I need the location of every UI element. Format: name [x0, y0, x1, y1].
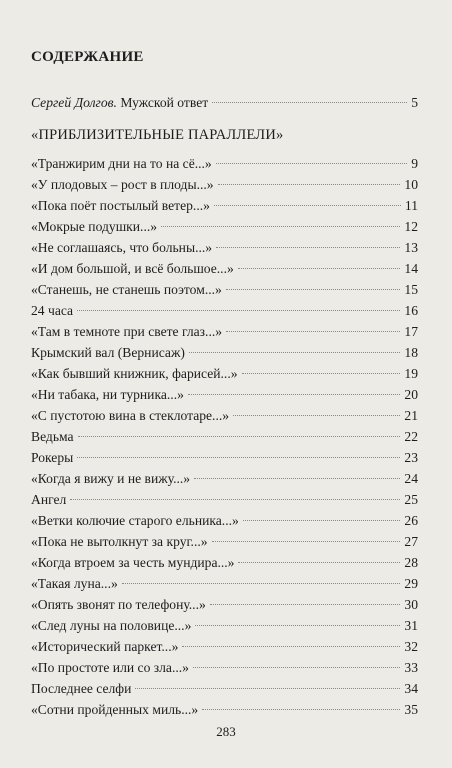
dot-leader: [243, 520, 401, 521]
toc-entry-title: «Когда я вижу и не вижу...»: [31, 471, 191, 486]
toc-entry-title: «Ни табака, ни турника...»: [31, 387, 184, 402]
toc-entry-title: Последнее селфи: [31, 681, 132, 696]
page-number: 283: [216, 724, 236, 739]
toc-entry-page: 19: [404, 366, 418, 381]
toc-entry-title: «Не соглашаясь, что больны...»: [31, 240, 213, 255]
dot-leader: [70, 499, 400, 500]
toc-entry-title: Рокеры: [31, 450, 74, 465]
toc-entry: [31, 363, 418, 384]
dot-leader: [188, 394, 401, 395]
toc-entry-title: «Ветки колючие старого ельника...»: [31, 513, 239, 528]
toc-entry-title: «Такая луна...»: [31, 576, 118, 591]
toc-entry: [31, 405, 418, 426]
toc-entry-title: «След луны на половице...»: [31, 618, 192, 633]
dot-leader: [202, 709, 400, 710]
toc-entry-title: «Сотни пройденных миль...»: [31, 702, 199, 717]
toc-entry: [31, 699, 418, 720]
toc-entry-page: 10: [404, 177, 418, 192]
toc-entry-page: 32: [404, 639, 418, 654]
toc-entry: [31, 510, 418, 531]
toc-entry-title: «И дом большой, и всё большое...»: [31, 261, 234, 276]
toc-entry-page: 14: [404, 261, 418, 276]
toc-entry-page: 18: [404, 345, 418, 360]
toc-entry-title: «Там в темноте при свете глаз...»: [31, 324, 223, 339]
toc-entry-title: «Опять звонят по телефону...»: [31, 597, 206, 612]
dot-leader: [78, 436, 401, 437]
dot-leader: [195, 625, 400, 626]
toc-entry-title-text: Мужской ответ: [120, 95, 209, 110]
toc-entry: [31, 426, 418, 447]
toc-entry-title: [31, 92, 208, 113]
toc-entry-page: 15: [404, 282, 418, 297]
toc-entry: [31, 258, 418, 279]
toc-entry-page: 9: [411, 156, 418, 171]
toc-entry-page: 28: [404, 555, 418, 570]
toc-entry-title: Крымский вал (Вернисаж): [31, 345, 185, 360]
dot-leader: [216, 247, 400, 248]
toc-entry-title: «Мокрые подушки...»: [31, 219, 158, 234]
toc-entry: [31, 615, 418, 636]
toc-entry-title: «У плодовых – рост в плоды...»: [31, 177, 214, 192]
dot-leader: [77, 457, 400, 458]
toc-entry-title: «Исторический паркет...»: [31, 639, 179, 654]
toc-entry-page: 13: [404, 240, 418, 255]
dot-leader: [238, 268, 401, 269]
dot-leader: [242, 373, 401, 374]
dot-leader: [135, 688, 400, 689]
toc-entry: [31, 573, 418, 594]
toc-entry-page: 29: [404, 576, 418, 591]
toc-entry: [31, 300, 418, 321]
toc-entry-title: «Как бывший книжник, фарисей...»: [31, 366, 238, 381]
toc-entry-page: 27: [404, 534, 418, 549]
toc-entry-title: «Пока поёт постылый ветер...»: [31, 198, 210, 213]
toc-entry-page: 11: [404, 198, 418, 213]
toc-entry-title: «Пока не вытолкнут за круг...»: [31, 534, 208, 549]
toc-entry: [31, 447, 418, 468]
toc-entry-page: 25: [404, 492, 418, 507]
toc-entry-page: 17: [404, 324, 418, 339]
toc-entry-title: Ангел: [31, 492, 67, 507]
toc-entry-page: 30: [404, 597, 418, 612]
toc-entry-author: Сергей Долгов.: [31, 95, 117, 110]
toc-entry-title: «С пустотою вина в стеклотаре...»: [31, 408, 230, 423]
toc-entry: [31, 489, 418, 510]
dot-leader: [210, 604, 401, 605]
toc-entry-page: 16: [404, 303, 418, 318]
toc-entry-page: 33: [404, 660, 418, 675]
dot-leader: [226, 289, 401, 290]
dot-leader: [214, 205, 401, 206]
dot-leader: [189, 352, 401, 353]
toc-entry-title: «Станешь, не станешь поэтом...»: [31, 282, 222, 297]
dot-leader: [212, 541, 401, 542]
dot-leader: [218, 184, 401, 185]
toc-entry-title: «По простоте или со зла...»: [31, 660, 189, 675]
toc-entry-page: 20: [404, 387, 418, 402]
toc-entry: [31, 678, 418, 699]
toc-entry: [31, 174, 418, 195]
dot-leader: [161, 226, 400, 227]
toc-entry-intro: [31, 92, 418, 113]
section-title: «ПРИБЛИЗИТЕЛЬНЫЕ ПАРАЛЛЕЛИ»: [31, 127, 284, 143]
toc-entry: [31, 195, 418, 216]
toc-entry: [31, 342, 418, 363]
dot-leader: [193, 667, 400, 668]
toc-entry-page: 31: [404, 618, 418, 633]
intro-entry-block: [31, 92, 418, 113]
toc-entry-page: 35: [404, 702, 418, 717]
dot-leader: [212, 102, 407, 103]
toc-entry: [31, 636, 418, 657]
toc-entry-title: Ведьма: [31, 429, 74, 444]
dot-leader: [216, 163, 407, 164]
toc-entry: [31, 153, 418, 174]
toc-entry: [31, 216, 418, 237]
dot-leader: [122, 583, 401, 584]
toc-entry-page: 12: [404, 219, 418, 234]
toc-entry-page: 5: [411, 95, 418, 110]
toc-entry-page: 21: [404, 408, 418, 423]
dot-leader: [77, 310, 400, 311]
toc-list: [31, 153, 418, 720]
toc-entry: [31, 657, 418, 678]
toc-entry: [31, 237, 418, 258]
toc-entry: [31, 468, 418, 489]
toc-entry-page: 24: [404, 471, 418, 486]
toc-entry: [31, 384, 418, 405]
contents-heading: СОДЕРЖАНИЕ: [31, 49, 144, 65]
dot-leader: [238, 562, 400, 563]
dot-leader: [182, 646, 400, 647]
toc-entry-page: 34: [404, 681, 418, 696]
toc-entry-title: 24 часа: [31, 303, 74, 318]
toc-entry: [31, 552, 418, 573]
toc-entry-title: «Когда втроем за честь мундира...»: [31, 555, 235, 570]
dot-leader: [233, 415, 400, 416]
toc-entry-page: 22: [404, 429, 418, 444]
toc-entry: [31, 321, 418, 342]
toc-entry: [31, 531, 418, 552]
toc-entry: [31, 279, 418, 300]
toc-entry-title: «Транжирим дни на то на сё...»: [31, 156, 212, 171]
toc-entry-page: 26: [404, 513, 418, 528]
dot-leader: [226, 331, 400, 332]
toc-entry: [31, 594, 418, 615]
dot-leader: [194, 478, 400, 479]
toc-entry-page: 23: [404, 450, 418, 465]
